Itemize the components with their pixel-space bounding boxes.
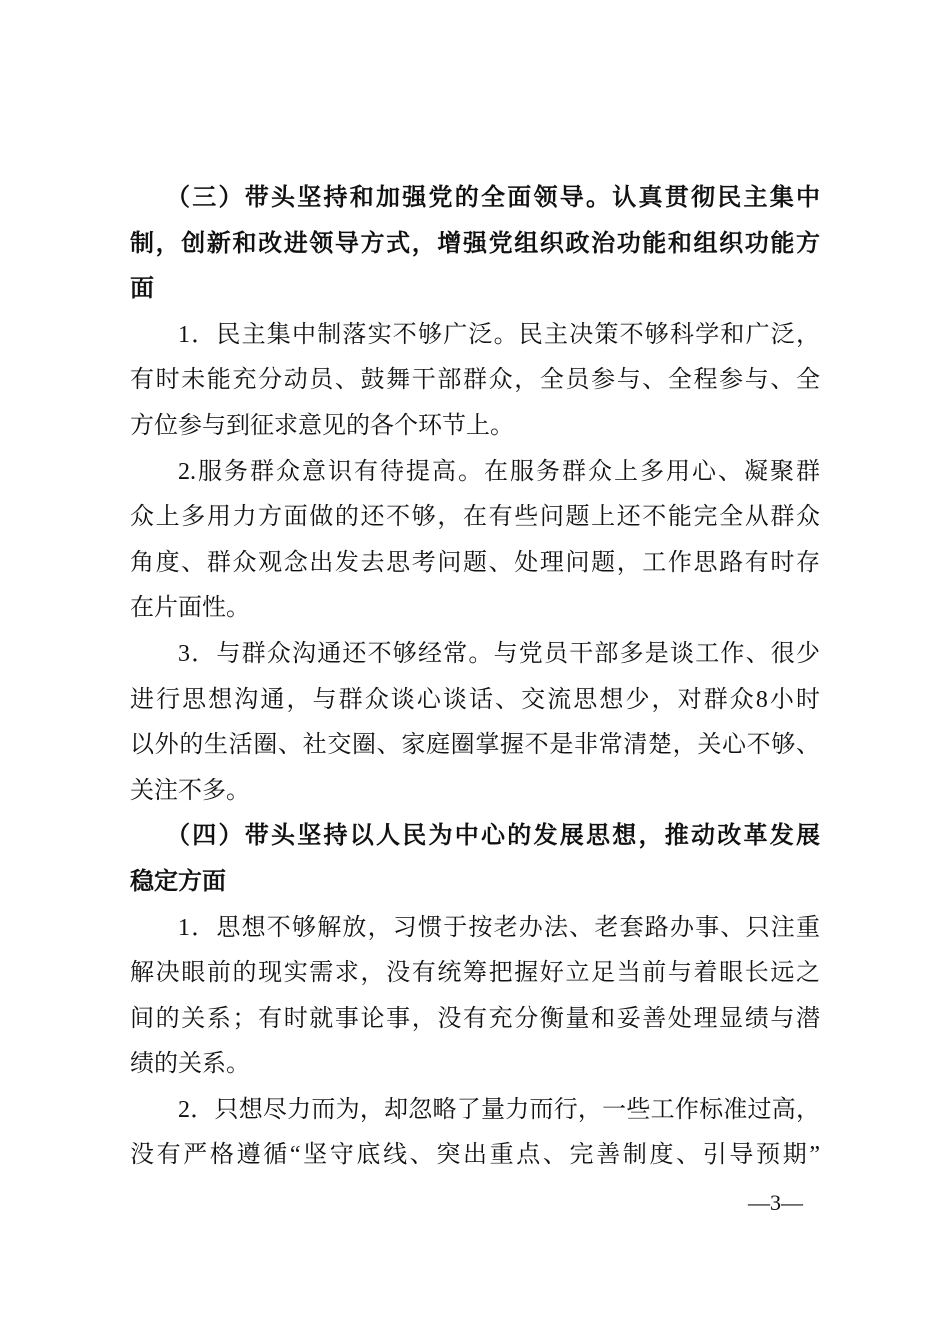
text-line: （三）带头坚持和加强党的全面领导。认真贯彻民主集中 bbox=[166, 185, 820, 211]
text-line: 稳定方面 bbox=[130, 868, 226, 895]
text-line: 2.服务群众意识有待提高。在服务群众上多用心、凝聚群 bbox=[178, 458, 820, 485]
text-line: 没有严格遵循“坚守底线、突出重点、完善制度、引导预期” bbox=[130, 1142, 820, 1169]
section-heading bbox=[130, 176, 820, 313]
paragraph bbox=[130, 313, 820, 450]
text-line: 3．与群众沟通还不够经常。与党员干部多是谈工作、很少 bbox=[178, 640, 820, 667]
text-line: （四）带头坚持以人民为中心的发展思想，推动改革发展 bbox=[166, 823, 820, 850]
text-line: 众上多用力方面做的还不够，在有些问题上还不能完全从群众 bbox=[130, 504, 820, 531]
page-number: —3— bbox=[748, 1190, 803, 1215]
section-heading bbox=[130, 814, 820, 905]
text-line: 制，创新和改进领导方式，增强党组织政治功能和组织功能方 bbox=[130, 230, 820, 257]
text-line: 角度、群众观念出发去思考问题、处理问题，工作思路有时存 bbox=[130, 549, 820, 576]
document-body bbox=[130, 176, 820, 1179]
text-line: 进行思想沟通，与群众谈心谈话、交流思想少，对群众8小时 bbox=[130, 686, 820, 713]
paragraph bbox=[130, 450, 820, 632]
text-line: 1．民主集中制落实不够广泛。民主决策不够科学和广泛， bbox=[178, 321, 820, 348]
text-line: 有时未能充分动员、鼓舞干部群众，全员参与、全程参与、全 bbox=[130, 367, 820, 394]
text-line: 间的关系；有时就事论事，没有充分衡量和妥善处理显绩与潜 bbox=[130, 1005, 820, 1032]
text-line: 方位参与到征求意见的各个环节上。 bbox=[130, 412, 514, 439]
paragraph bbox=[130, 1088, 820, 1179]
text-line: 以外的生活圈、社交圈、家庭圈掌握不是非常清楚，关心不够、 bbox=[130, 732, 820, 759]
text-line: 绩的关系。 bbox=[130, 1051, 250, 1078]
text-line: 关注不多。 bbox=[130, 777, 250, 804]
text-line: 面 bbox=[130, 276, 154, 303]
text-line: 1．思想不够解放，习惯于按老办法、老套路办事、只注重 bbox=[178, 914, 820, 941]
text-line: 在片面性。 bbox=[130, 595, 250, 622]
paragraph bbox=[130, 906, 820, 1088]
text-line: 解决眼前的现实需求，没有统筹把握好立足当前与着眼长远之 bbox=[130, 960, 820, 987]
text-line: 2．只想尽力而为，却忽略了量力而行，一些工作标准过高， bbox=[178, 1096, 820, 1123]
paragraph bbox=[130, 632, 820, 814]
